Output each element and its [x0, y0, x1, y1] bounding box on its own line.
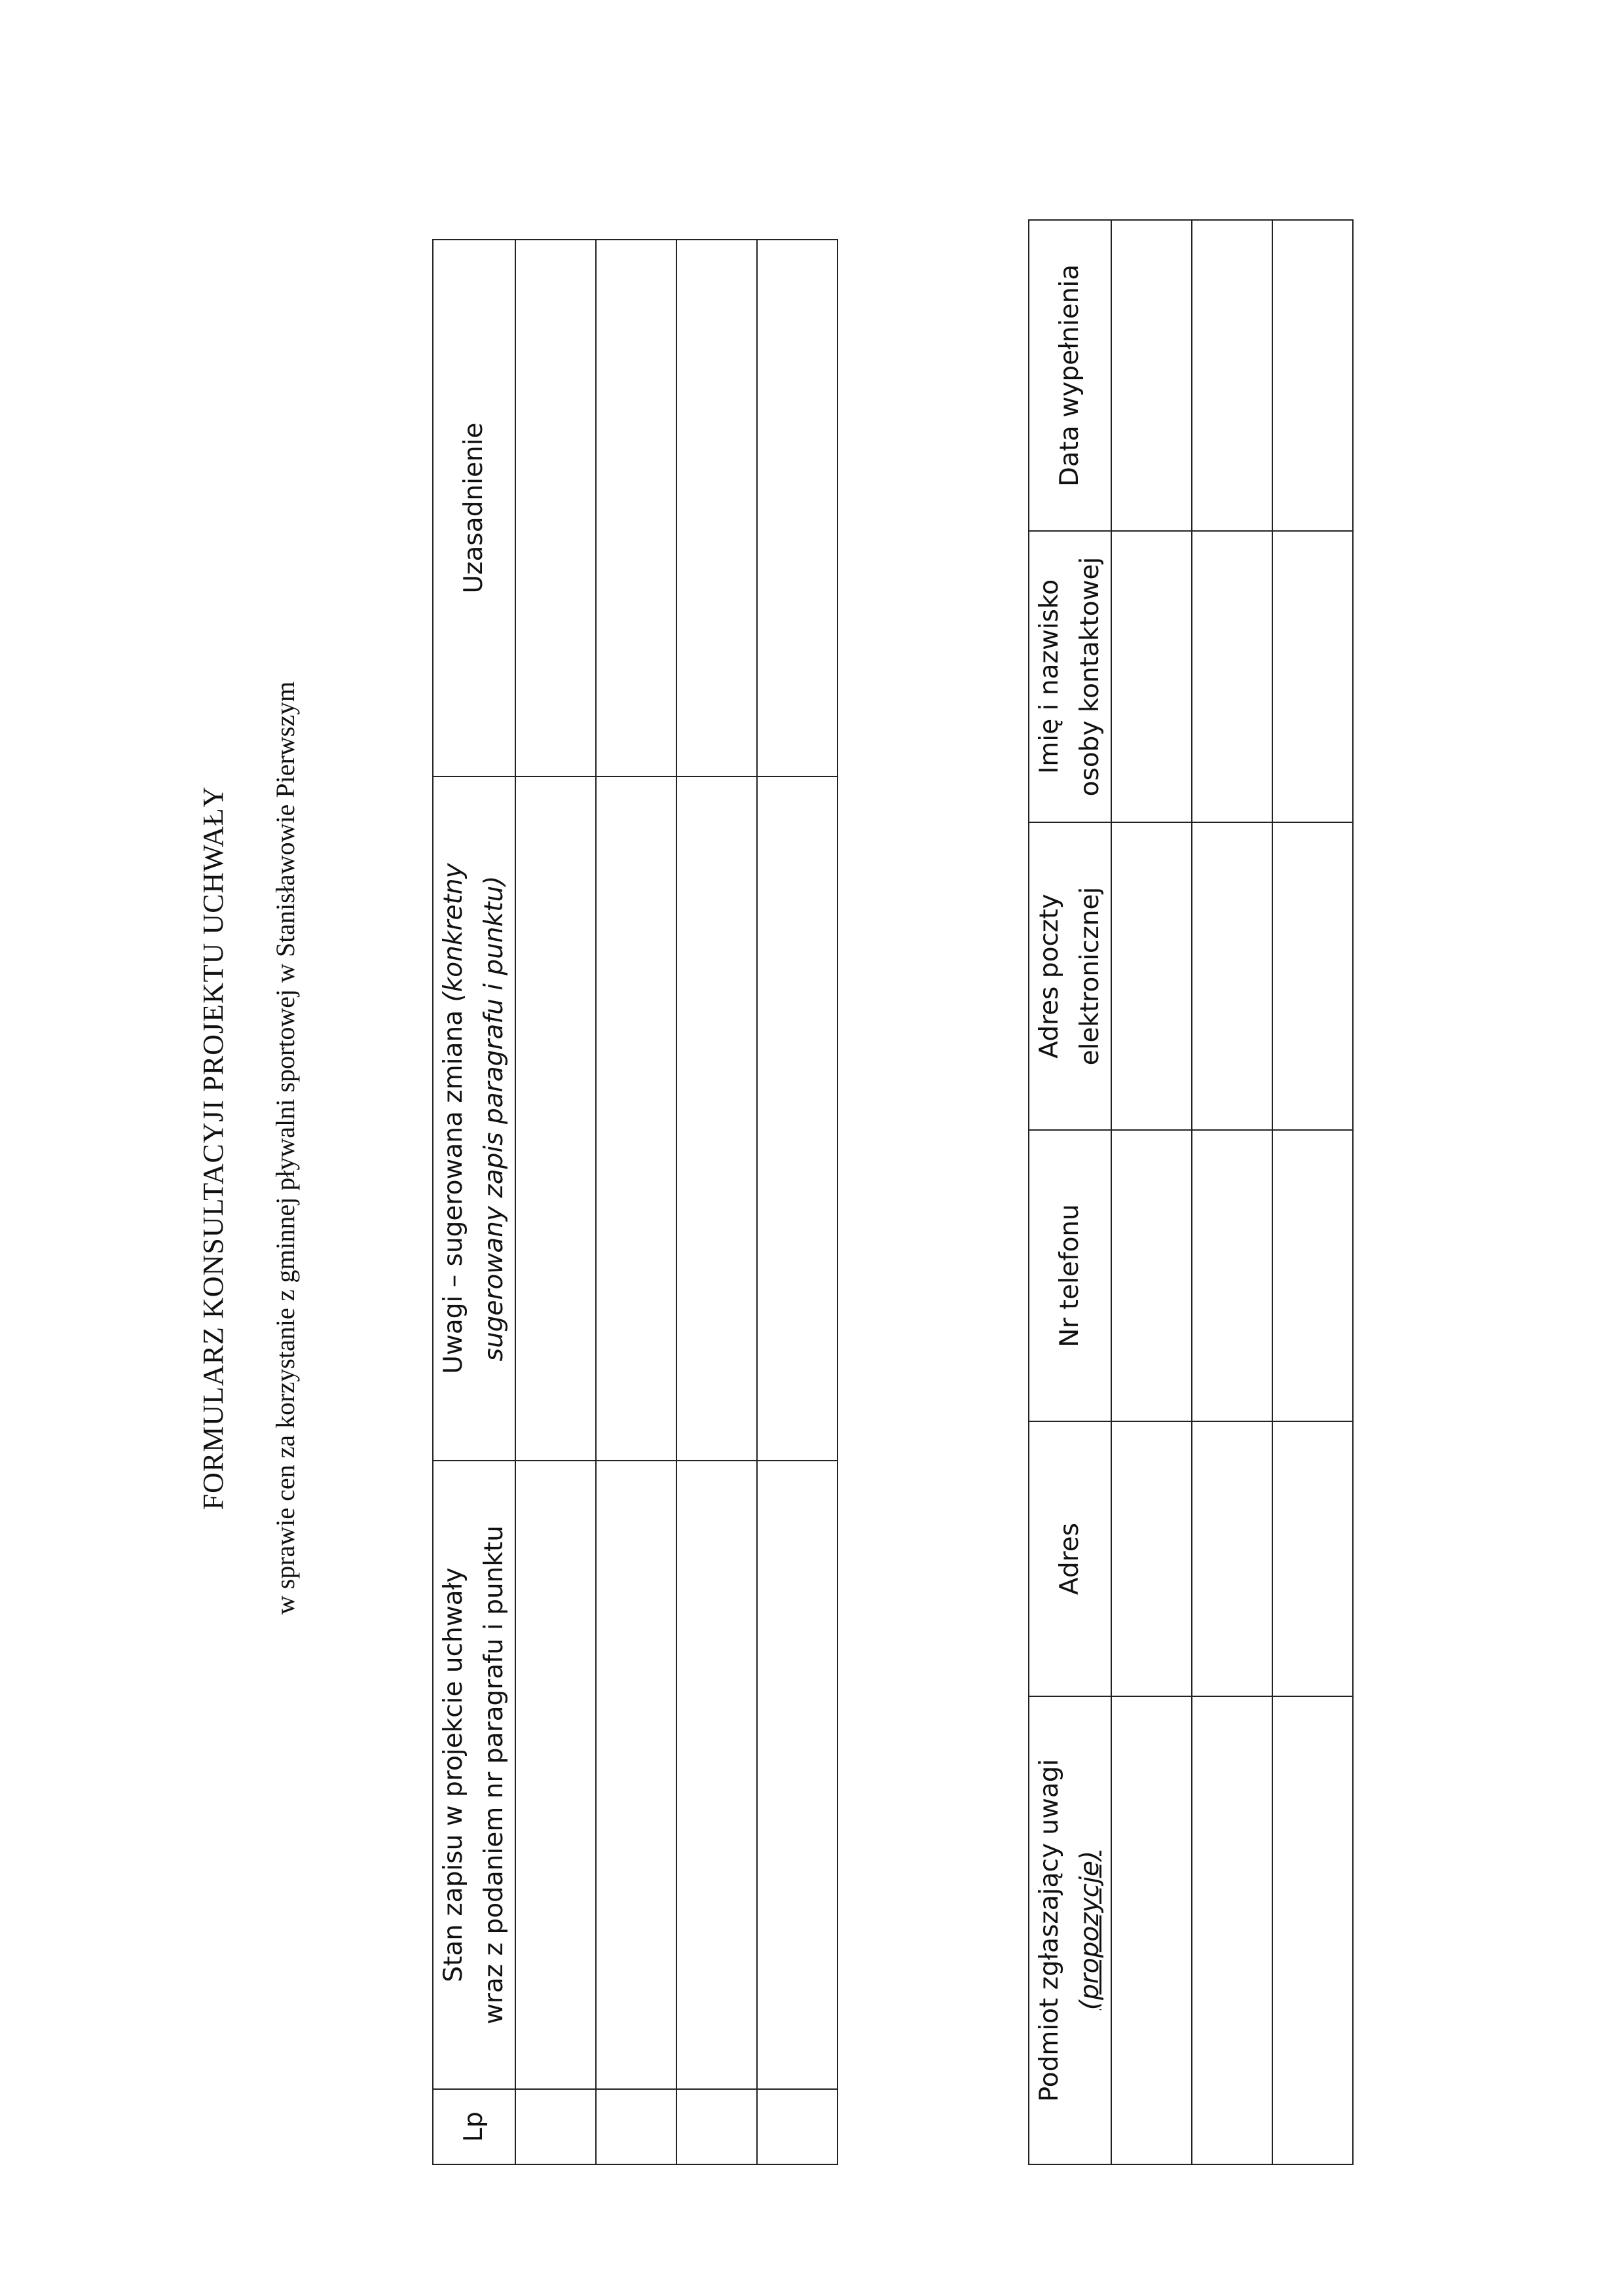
lp-cell[interactable] — [515, 2089, 596, 2164]
contact-person-header: Imię i nazwisko osoby kontaktowej — [1029, 531, 1111, 822]
address-cell[interactable] — [1192, 1421, 1272, 1696]
suggested-change-cell[interactable] — [515, 776, 596, 1461]
address-cell[interactable] — [1111, 1421, 1192, 1696]
submitter-cell[interactable] — [1111, 1696, 1192, 2164]
form-subtitle: w sprawie cen za korzystanie z gminnej pływalni sportowej w Stanisławowie Pierwszym — [270, 681, 300, 1615]
current-wording-cell[interactable] — [757, 1461, 838, 2089]
lp-cell[interactable] — [757, 2089, 838, 2164]
current-wording-header: Stan zapisu w projekcie uchwały wraz z podaniem nr paragrafu i punktu — [433, 1461, 515, 2089]
table-row — [1111, 220, 1192, 2164]
table-row — [757, 240, 838, 2164]
lp-cell[interactable] — [676, 2089, 757, 2164]
fill-date-cell[interactable] — [1272, 220, 1353, 531]
submitter-table — [1028, 219, 1354, 2165]
justification-header: Uzasadnienie — [433, 240, 515, 776]
justification-cell[interactable] — [596, 240, 676, 776]
table-row — [1272, 220, 1353, 2164]
email-cell[interactable] — [1272, 822, 1353, 1130]
phone-cell[interactable] — [1192, 1130, 1272, 1421]
contact-person-cell[interactable] — [1111, 531, 1192, 822]
current-wording-cell[interactable] — [515, 1461, 596, 2089]
form-title: FORMULARZ KONSULTACYJI PROJEKTU UCHWAŁY — [197, 786, 229, 1510]
suggested-change-cell[interactable] — [757, 776, 838, 1461]
phone-header: Nr telefonu — [1029, 1130, 1111, 1421]
contact-person-cell[interactable] — [1272, 531, 1353, 822]
address-cell[interactable] — [1272, 1421, 1353, 1696]
current-wording-cell[interactable] — [676, 1461, 757, 2089]
email-header: Adres poczty elektronicznej — [1029, 822, 1111, 1130]
phone-cell[interactable] — [1272, 1130, 1353, 1421]
table-row — [515, 240, 596, 2164]
submitter-header: Podmiot zgłaszający uwagi (propozycje) — [1029, 1696, 1111, 2164]
justification-cell[interactable] — [676, 240, 757, 776]
fill-date-cell[interactable] — [1111, 220, 1192, 531]
submitter-table-header-row — [1029, 220, 1111, 2164]
email-cell[interactable] — [1111, 822, 1192, 1130]
email-cell[interactable] — [1192, 822, 1272, 1130]
fill-date-cell[interactable] — [1192, 220, 1272, 531]
suggested-change-cell[interactable] — [676, 776, 757, 1461]
lp-header: Lp — [433, 2089, 515, 2164]
address-header: Adres — [1029, 1421, 1111, 1696]
suggested-change-header: Uwagi – sugerowana zmiana (konkretny sugerowany zapis paragrafu i punktu) — [433, 776, 515, 1461]
table-row — [596, 240, 676, 2164]
submitter-cell[interactable] — [1272, 1696, 1353, 2164]
comments-table — [432, 239, 838, 2165]
submitter-cell[interactable] — [1192, 1696, 1272, 2164]
current-wording-cell[interactable] — [596, 1461, 676, 2089]
fill-date-header: Data wypełnienia — [1029, 220, 1111, 531]
justification-cell[interactable] — [757, 240, 838, 776]
justification-cell[interactable] — [515, 240, 596, 776]
contact-person-cell[interactable] — [1192, 531, 1272, 822]
phone-cell[interactable] — [1111, 1130, 1192, 1421]
comments-table-header-row — [433, 240, 515, 2164]
suggested-change-cell[interactable] — [596, 776, 676, 1461]
table-row — [1192, 220, 1272, 2164]
table-row — [676, 240, 757, 2164]
lp-cell[interactable] — [596, 2089, 676, 2164]
